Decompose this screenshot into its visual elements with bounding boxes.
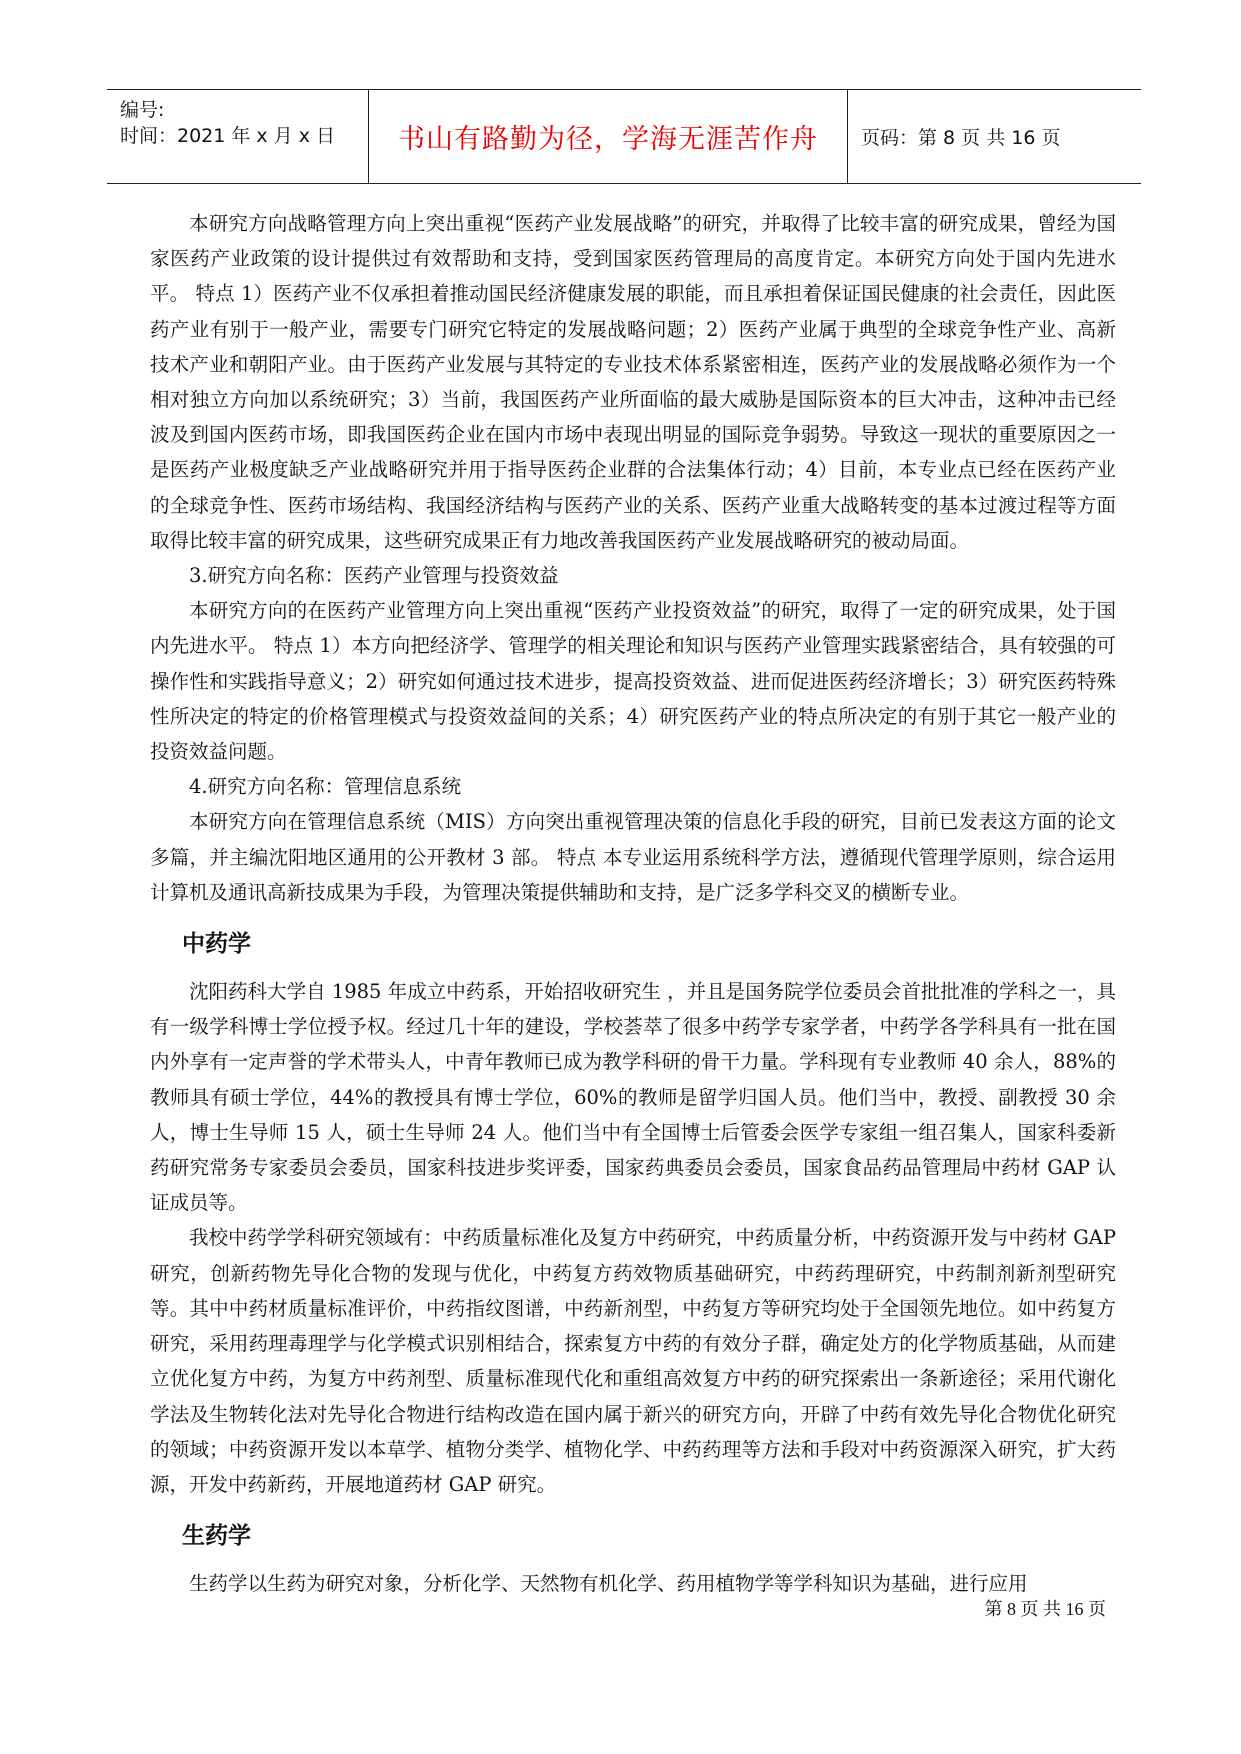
page-footer: 第 8 页 共 16 页 xyxy=(984,1599,1106,1619)
header-motto: 书山有路勤为径，学海无涯苦作舟 xyxy=(369,90,848,183)
page-header xyxy=(107,89,1141,184)
doc-time-label: 时间：2021 年 x 月 x 日 xyxy=(120,125,336,147)
section-heading: 中药学 xyxy=(182,931,251,958)
paragraph: 我校中药学学科研究领域有：中药质量标准化及复方中药研究，中药质量分析，中药资源开发与中药材 GAP 研究，创新药物先导化合物的发现与优化，中药复方药效物质基础研究，中药药理研究，中药制剂新剂型研究等。其中中药材质量标准评价，中药指纹图谱，中药新剂型，中药复方等研究均处于全国领先地位。如中药复方研究，采用药理毒理学与化学模式识别相结合，探索复方中药的有效分子群，确定处方的化学物质基础，从而建立优化复方中药，为复方中药剂型、质量标准现代化和重组高效复方中药的研究探索出一条新途径；采用代谢化学法及生物转化法对先导化合物进行结构改造在国内属于新兴的研究方向，开辟了中药有效先导化合物优化研究的领域；中药资源开发以本草学、植物分类学、植物化学、中药药理等方法和手段对中药资源深入研究，扩大药源，开发中药新药，开展地道药材 GAP 研究。 xyxy=(150,1226,1116,1496)
paragraph: 本研究方向的在医药产业管理方向上突出重视“医药产业投资效益”的研究，取得了一定的研究成果，处于国内先进水平。 特点 1）本方向把经济学、管理学的相关理论和知识与医药产业管理实践紧密结合，具有较强的可操作性和实践指导意义；2）研究如何通过技术进步，提高投资效益、进而促进医药经济增长；3）研究医药特殊性所决定的特定的价格管理模式与投资效益间的关系；4）研究医药产业的特点所决定的有别于其它一般产业的投资效益问题。 xyxy=(150,599,1116,764)
document-body xyxy=(150,206,1116,1601)
header-meta xyxy=(107,90,369,183)
paragraph: 本研究方向战略管理方向上突出重视“医药产业发展战略”的研究，并取得了比较丰富的研究成果，曾经为国家医药产业政策的设计提供过有效帮助和支持，受到国家医药管理局的高度肯定。本研究方向处于国内先进水平。 特点 1）医药产业不仅承担着推动国民经济健康发展的职能，而且承担着保证国民健康的社会责任，因此医药产业有别于一般产业，需要专门研究它特定的发展战略问题；2）医药产业属于典型的全球竞争性产业、高新技术产业和朝阳产业。由于医药产业发展与其特定的专业技术体系紧密相连，医药产业的发展战略必须作为一个相对独立方向加以系统研究；3）当前，我国医药产业所面临的最大威胁是国际资本的巨大冲击，这种冲击已经波及到国内医药市场，即我国医药企业在国内市场中表现出明显的国际竞争弱势。导致这一现状的重要原因之一是医药产业极度缺乏产业战略研究并用于指导医药企业群的合法集体行动；4）目前，本专业点已经在医药产业的全球竞争性、医药市场结构、我国经济结构与医药产业的关系、医药产业重大战略转变的基本过渡过程等方面取得比较丰富的研究成果，这些研究成果正有力地改善我国医药产业发展战略研究的被动局面。 xyxy=(150,212,1116,552)
section-subheading: 3.研究方向名称：医药产业管理与投资效益 xyxy=(189,564,559,588)
section-subheading: 4.研究方向名称：管理信息系统 xyxy=(189,775,462,799)
paragraph: 生药学以生药为研究对象，分析化学、天然物有机化学、药用植物学等学科知识为基础，进行应用 xyxy=(189,1572,1028,1596)
doc-number-label: 编号: xyxy=(120,99,165,121)
section-heading: 生药学 xyxy=(182,1523,251,1550)
header-page-label: 页码：第 8 页 共 16 页 xyxy=(861,127,1061,149)
paragraph: 沈阳药科大学自 1985 年成立中药系，开始招收研究生 ，并且是国务院学位委员会首批批准的学科之一，具有一级学科博士学位授予权。经过几十年的建设，学校荟萃了很多中药学专家学者，中药学各学科具有一批在国内外享有一定声誉的学术带头人，中青年教师已成为教学科研的骨干力量。学科现有专业教师 40 余人，88%的教师具有硕士学位，44%的教授具有博士学位，60%的教师是留学归国人员。他们当中，教授、副教授 30 余人，博士生导师 15 人，硕士生导师 24 人。他们当中有全国博士后管委会医学专家组一组召集人，国家科委新药研究常务专家委员会委员，国家科技进步奖评委，国家药典委员会委员，国家食品药品管理局中药材 GAP 认证成员等。 xyxy=(150,980,1116,1215)
paragraph: 本研究方向在管理信息系统（MIS）方向突出重视管理决策的信息化手段的研究，目前已发表这方面的论文多篇，并主编沈阳地区通用的公开教材 3 部。 特点 本专业运用系统科学方法，遵循现代管理学原则，综合运用计算机及通讯高新技成果为手段，为管理决策提供辅助和支持，是广泛多学科交叉的横断专业。 xyxy=(150,810,1116,904)
